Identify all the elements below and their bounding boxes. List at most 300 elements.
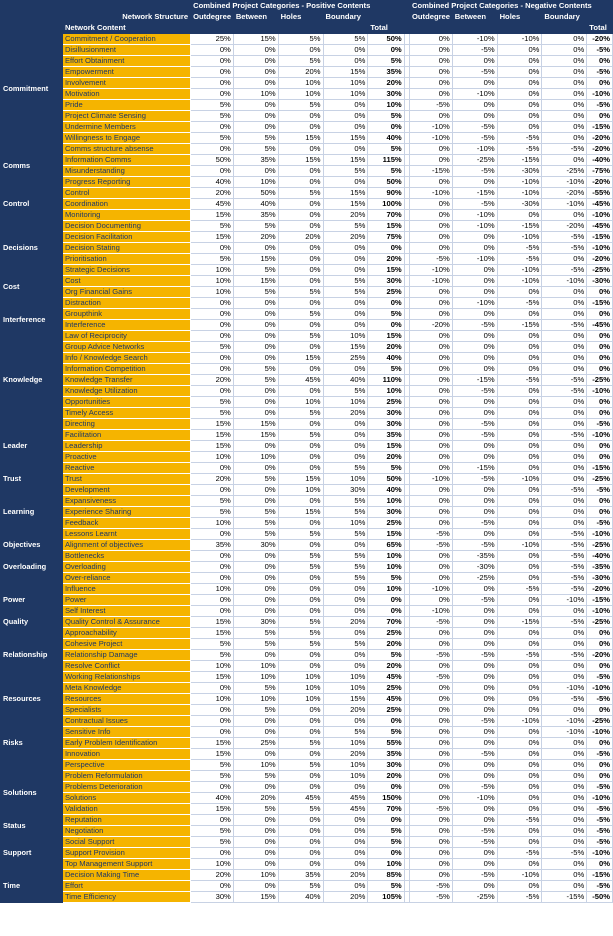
positive-value: 0% [323, 298, 368, 309]
positive-value: 15% [323, 155, 368, 166]
negative-value: 0% [497, 397, 542, 408]
positive-value: 10% [323, 78, 368, 89]
table-row [1, 342, 613, 353]
positive-value: 5% [323, 507, 368, 518]
positive-value: 5% [323, 166, 368, 177]
negative-value: 0% [452, 727, 497, 738]
negative-total: 0% [587, 496, 613, 507]
negative-total: 0% [587, 452, 613, 463]
negative-value: 0% [452, 694, 497, 705]
positive-value: 40% [191, 177, 234, 188]
negative-value: -15% [497, 320, 542, 331]
negative-value: 0% [452, 804, 497, 815]
content-label: Sensitive Info [62, 727, 190, 738]
positive-value: 20% [191, 474, 234, 485]
negative-value: 0% [497, 573, 542, 584]
positive-value: 0% [278, 166, 323, 177]
positive-value: 0% [278, 650, 323, 661]
positive-value: 5% [191, 342, 234, 353]
content-label: Top Management Support [62, 859, 190, 870]
negative-value: 0% [497, 705, 542, 716]
table-row [1, 166, 613, 177]
positive-value: 45% [191, 199, 234, 210]
positive-value: 0% [233, 551, 278, 562]
category-label: Status [1, 815, 63, 837]
positive-value: 0% [233, 650, 278, 661]
negative-total: 0% [587, 705, 613, 716]
positive-value: 0% [191, 848, 234, 859]
negative-value: 0% [410, 243, 453, 254]
content-label: Groupthink [62, 309, 190, 320]
positive-value: 10% [278, 78, 323, 89]
positive-value: 5% [278, 628, 323, 639]
positive-value: 10% [278, 683, 323, 694]
positive-total: 105% [368, 892, 404, 903]
table-row [1, 529, 613, 540]
negative-value: 0% [542, 100, 587, 111]
positive-total: 50% [368, 474, 404, 485]
negative-group-header: Combined Project Categories - Negative Contents [410, 1, 613, 12]
negative-value: 0% [542, 507, 587, 518]
positive-total: 5% [368, 573, 404, 584]
negative-value: 0% [452, 408, 497, 419]
positive-value: 0% [323, 881, 368, 892]
table-row [1, 705, 613, 716]
table-row [1, 254, 613, 265]
positive-value: 15% [191, 210, 234, 221]
positive-total: 30% [368, 276, 404, 287]
negative-value: 0% [452, 507, 497, 518]
positive-value: 0% [278, 243, 323, 254]
table-row [1, 562, 613, 573]
content-label: Self Interest [62, 606, 190, 617]
negative-total: -5% [587, 419, 613, 430]
negative-value: -5% [410, 617, 453, 628]
negative-value: 0% [410, 397, 453, 408]
table-row [1, 837, 613, 848]
content-label: Cohesive Project [62, 639, 190, 650]
positive-value: 30% [233, 540, 278, 551]
positive-value: 5% [278, 188, 323, 199]
positive-value: 0% [278, 859, 323, 870]
positive-total: 30% [368, 760, 404, 771]
positive-value: 0% [278, 518, 323, 529]
table-row [1, 265, 613, 276]
positive-total: 5% [368, 463, 404, 474]
negative-value: 0% [497, 122, 542, 133]
positive-total: 10% [368, 584, 404, 595]
positive-value: 0% [323, 265, 368, 276]
content-label: Development [62, 485, 190, 496]
positive-value: 0% [191, 705, 234, 716]
positive-value: 0% [191, 298, 234, 309]
negative-value: -15% [542, 892, 587, 903]
negative-value: -10% [497, 540, 542, 551]
positive-value: 0% [278, 254, 323, 265]
positive-total: 0% [368, 298, 404, 309]
positive-value: 0% [278, 496, 323, 507]
positive-value: 5% [233, 518, 278, 529]
negative-value: 0% [497, 342, 542, 353]
category-label: Objectives [1, 540, 63, 551]
negative-value: 0% [452, 848, 497, 859]
category-label: Relationship [1, 628, 63, 683]
content-label: Perspective [62, 760, 190, 771]
negative-value: -5% [497, 298, 542, 309]
positive-value: 30% [191, 892, 234, 903]
positive-value: 0% [233, 331, 278, 342]
negative-total: 0% [587, 771, 613, 782]
positive-value: 0% [233, 573, 278, 584]
negative-value: -5% [497, 254, 542, 265]
content-label: Specialists [62, 705, 190, 716]
positive-value: 5% [323, 573, 368, 584]
positive-value: 5% [278, 639, 323, 650]
positive-value: 15% [278, 507, 323, 518]
content-label: Interference [62, 320, 190, 331]
negative-value: 0% [497, 210, 542, 221]
negative-value: -5% [542, 617, 587, 628]
positive-value: 10% [323, 89, 368, 100]
negative-value: 0% [542, 661, 587, 672]
positive-total: 115% [368, 155, 404, 166]
table-row [1, 419, 613, 430]
positive-value: 5% [233, 628, 278, 639]
positive-value: 0% [233, 353, 278, 364]
positive-value: 0% [278, 342, 323, 353]
content-label: Solutions [62, 793, 190, 804]
positive-value: 0% [323, 782, 368, 793]
positive-value: 5% [191, 221, 234, 232]
content-label: Problem Reformulation [62, 771, 190, 782]
positive-value: 5% [233, 133, 278, 144]
negative-total: -20% [587, 133, 613, 144]
negative-value: -5% [542, 386, 587, 397]
table-row [1, 133, 613, 144]
content-label: Knowledge Utilization [62, 386, 190, 397]
content-label: Reactive [62, 463, 190, 474]
negative-value: 0% [410, 661, 453, 672]
col-outdegree-neg: Outdegree [410, 12, 453, 23]
positive-value: 15% [191, 232, 234, 243]
positive-value: 0% [278, 749, 323, 760]
negative-total: -25% [587, 716, 613, 727]
positive-value: 5% [233, 364, 278, 375]
positive-value: 0% [323, 848, 368, 859]
negative-value: 0% [410, 639, 453, 650]
negative-value: 0% [410, 859, 453, 870]
content-label: Undermine Members [62, 122, 190, 133]
negative-value: 0% [542, 111, 587, 122]
content-label: Alignment of objectives [62, 540, 190, 551]
positive-value: 5% [191, 826, 234, 837]
positive-value: 0% [278, 815, 323, 826]
positive-value: 0% [323, 122, 368, 133]
table-row [1, 375, 613, 386]
negative-total: -5% [587, 782, 613, 793]
negative-value: -5% [410, 529, 453, 540]
negative-value: -15% [497, 617, 542, 628]
negative-total: -15% [587, 595, 613, 606]
positive-value: 0% [233, 441, 278, 452]
content-label: Control [62, 188, 190, 199]
positive-total: 5% [368, 144, 404, 155]
table-row [1, 430, 613, 441]
content-label: Resources [62, 694, 190, 705]
positive-value: 0% [323, 859, 368, 870]
negative-total: -35% [587, 562, 613, 573]
negative-value: 0% [542, 122, 587, 133]
positive-value: 0% [233, 298, 278, 309]
category-label: Trust [1, 474, 63, 485]
positive-value: 0% [278, 771, 323, 782]
table-row [1, 144, 613, 155]
negative-value: 0% [497, 100, 542, 111]
content-label: Involvement [62, 78, 190, 89]
positive-total: 20% [368, 78, 404, 89]
negative-value: 0% [452, 397, 497, 408]
content-label: Org Financial Gains [62, 287, 190, 298]
table-row [1, 639, 613, 650]
positive-total: 15% [368, 529, 404, 540]
negative-total: -5% [587, 837, 613, 848]
negative-value: 0% [542, 34, 587, 45]
positive-value: 0% [323, 144, 368, 155]
content-label: Knowledge Transfer [62, 375, 190, 386]
positive-value: 0% [323, 320, 368, 331]
negative-value: 0% [542, 705, 587, 716]
content-label: Contractual Issues [62, 716, 190, 727]
negative-value: 0% [410, 727, 453, 738]
negative-value: -10% [410, 584, 453, 595]
negative-value: 0% [410, 551, 453, 562]
negative-value: -10% [452, 89, 497, 100]
content-label: Information Competition [62, 364, 190, 375]
table-row [1, 397, 613, 408]
negative-value: -5% [410, 540, 453, 551]
positive-value: 0% [323, 100, 368, 111]
positive-total: 0% [368, 782, 404, 793]
table-row [1, 881, 613, 892]
positive-value: 0% [323, 584, 368, 595]
negative-total: -5% [587, 518, 613, 529]
positive-value: 15% [323, 133, 368, 144]
positive-total: 10% [368, 562, 404, 573]
category-label: Knowledge [1, 342, 63, 419]
category-label: Support [1, 837, 63, 870]
positive-value: 5% [323, 221, 368, 232]
content-label: Disillusionment [62, 45, 190, 56]
negative-value: -10% [497, 870, 542, 881]
positive-total: 5% [368, 309, 404, 320]
negative-value: 0% [497, 595, 542, 606]
positive-total: 5% [368, 826, 404, 837]
positive-value: 10% [323, 331, 368, 342]
positive-total: 0% [368, 243, 404, 254]
positive-value: 5% [233, 529, 278, 540]
positive-value: 30% [233, 617, 278, 628]
positive-group-header: Combined Project Categories - Positive Contents [191, 1, 405, 12]
negative-value: -10% [410, 606, 453, 617]
content-label: Pride [62, 100, 190, 111]
negative-value: -5% [452, 749, 497, 760]
negative-value: -10% [452, 793, 497, 804]
content-label: Decision Facilitation [62, 232, 190, 243]
negative-value: 0% [542, 331, 587, 342]
positive-value: 0% [191, 595, 234, 606]
positive-value: 5% [323, 34, 368, 45]
negative-value: 0% [542, 782, 587, 793]
positive-value: 0% [323, 243, 368, 254]
negative-value: 0% [542, 496, 587, 507]
table-row [1, 298, 613, 309]
positive-value: 0% [278, 727, 323, 738]
table-row [1, 408, 613, 419]
positive-value: 35% [233, 155, 278, 166]
positive-value: 5% [278, 529, 323, 540]
positive-total: 20% [368, 254, 404, 265]
positive-value: 0% [233, 716, 278, 727]
table-row [1, 243, 613, 254]
content-label: Problems Deterioration [62, 782, 190, 793]
negative-value: 0% [497, 672, 542, 683]
positive-value: 20% [323, 617, 368, 628]
positive-value: 15% [323, 342, 368, 353]
category-label: Cost [1, 276, 63, 298]
negative-total: -10% [587, 89, 613, 100]
negative-value: 0% [497, 738, 542, 749]
negative-value: 0% [542, 397, 587, 408]
negative-value: 0% [410, 716, 453, 727]
negative-value: 0% [452, 496, 497, 507]
positive-value: 0% [191, 78, 234, 89]
positive-total: 40% [368, 485, 404, 496]
positive-value: 5% [191, 100, 234, 111]
positive-total: 5% [368, 56, 404, 67]
positive-value: 10% [233, 672, 278, 683]
negative-value: -5% [452, 67, 497, 78]
table-row [1, 793, 613, 804]
negative-total: -20% [587, 254, 613, 265]
positive-value: 0% [233, 397, 278, 408]
negative-value: 0% [410, 287, 453, 298]
negative-value: 0% [410, 452, 453, 463]
negative-value: -5% [542, 144, 587, 155]
content-label: Negotiation [62, 826, 190, 837]
negative-total: 0% [587, 859, 613, 870]
negative-value: -10% [497, 474, 542, 485]
table-row [1, 661, 613, 672]
negative-value: -5% [452, 837, 497, 848]
negative-value: 0% [542, 859, 587, 870]
content-label: Progress Reporting [62, 177, 190, 188]
content-label: Effort [62, 881, 190, 892]
table-row [1, 474, 613, 485]
positive-value: 10% [191, 584, 234, 595]
positive-value: 0% [191, 782, 234, 793]
table-row [1, 749, 613, 760]
negative-value: 0% [452, 177, 497, 188]
positive-value: 10% [278, 485, 323, 496]
positive-value: 0% [323, 716, 368, 727]
negative-value: 0% [410, 298, 453, 309]
positive-value: 0% [278, 540, 323, 551]
positive-total: 30% [368, 89, 404, 100]
category-label: Decisions [1, 221, 63, 276]
negative-value: -10% [452, 254, 497, 265]
negative-value: 0% [410, 89, 453, 100]
negative-value: -5% [542, 584, 587, 595]
positive-value: 10% [191, 287, 234, 298]
content-label: Facilitation [62, 430, 190, 441]
content-label: Willingness to Engage [62, 133, 190, 144]
negative-value: 0% [452, 760, 497, 771]
positive-total: 30% [368, 408, 404, 419]
positive-value: 0% [323, 452, 368, 463]
negative-total: -15% [587, 232, 613, 243]
positive-value: 0% [323, 419, 368, 430]
positive-value: 15% [191, 419, 234, 430]
table-row [1, 111, 613, 122]
header-row-totals [1, 23, 613, 34]
positive-value: 20% [191, 188, 234, 199]
negative-value: -15% [452, 463, 497, 474]
negative-value: -15% [452, 375, 497, 386]
content-label: Over-reliance [62, 573, 190, 584]
positive-value: 5% [191, 408, 234, 419]
table-row [1, 518, 613, 529]
positive-value: 15% [278, 133, 323, 144]
positive-total: 25% [368, 518, 404, 529]
content-label: Info / Knowledge Search [62, 353, 190, 364]
positive-value: 15% [233, 276, 278, 287]
positive-value: 0% [191, 166, 234, 177]
positive-value: 0% [191, 56, 234, 67]
negative-total: -20% [587, 177, 613, 188]
negative-total: -10% [587, 727, 613, 738]
negative-value: 0% [497, 441, 542, 452]
positive-total: 15% [368, 331, 404, 342]
negative-value: -10% [542, 199, 587, 210]
negative-value: 0% [410, 441, 453, 452]
network-structure-label: Network Structure [62, 12, 190, 23]
negative-total: -5% [587, 804, 613, 815]
table-row [1, 815, 613, 826]
positive-value: 0% [191, 45, 234, 56]
negative-value: -10% [497, 188, 542, 199]
positive-value: 5% [233, 771, 278, 782]
positive-value: 0% [191, 573, 234, 584]
positive-value: 0% [233, 342, 278, 353]
negative-value: 0% [542, 463, 587, 474]
negative-total: -50% [587, 892, 613, 903]
positive-value: 0% [323, 837, 368, 848]
negative-total: -45% [587, 320, 613, 331]
negative-total: -20% [587, 34, 613, 45]
content-label: Timely Access [62, 408, 190, 419]
negative-value: -10% [542, 276, 587, 287]
positive-value: 20% [323, 749, 368, 760]
positive-value: 0% [278, 452, 323, 463]
negative-value: 0% [542, 155, 587, 166]
negative-value: 0% [452, 859, 497, 870]
positive-total: 5% [368, 837, 404, 848]
negative-total: -20% [587, 584, 613, 595]
positive-total: 25% [368, 683, 404, 694]
positive-total: 150% [368, 793, 404, 804]
positive-total: 5% [368, 364, 404, 375]
negative-value: 0% [542, 419, 587, 430]
